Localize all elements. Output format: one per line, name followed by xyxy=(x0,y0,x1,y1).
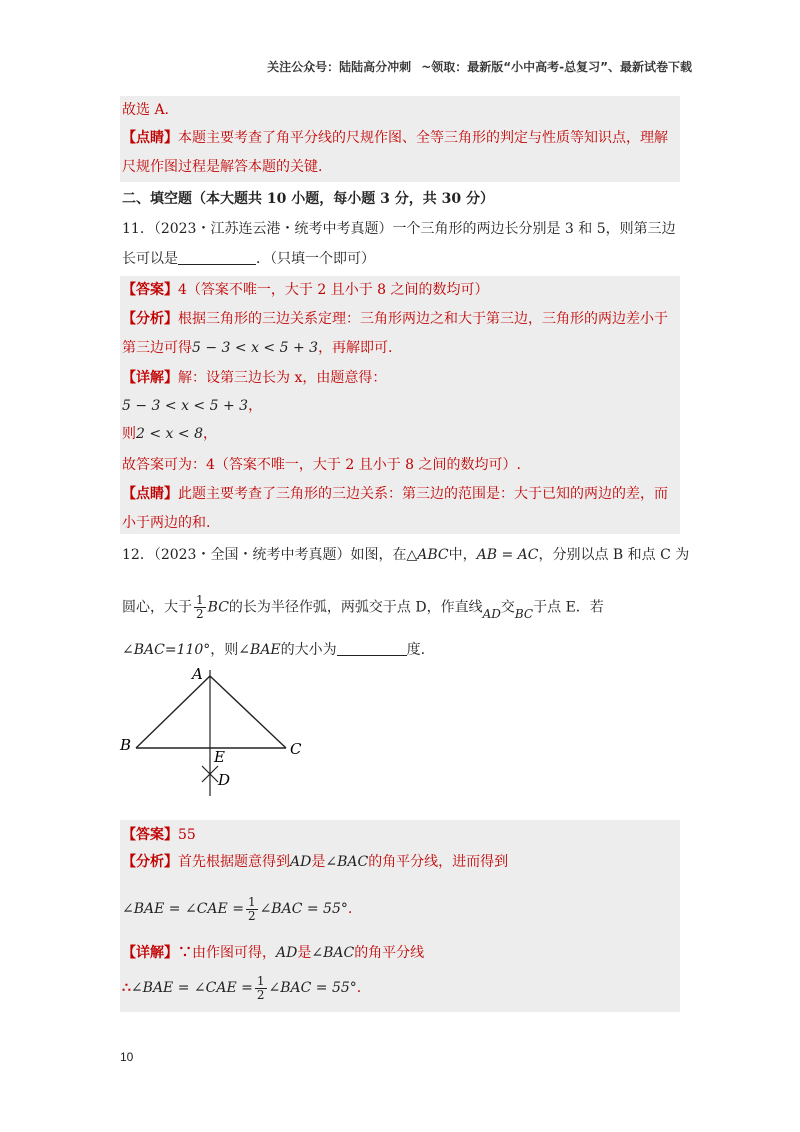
segment-ad: AD xyxy=(290,854,312,870)
point-text: 此题主要考查了三角形的三边关系：第三边的范围是：大于已知的两边的差，而 xyxy=(178,486,668,502)
answer-text: 4（答案不唯一，大于 2 且小于 8 之间的数均可） xyxy=(178,282,489,298)
q11-point-line2: 小于两边的和. xyxy=(122,515,211,531)
punct: ， xyxy=(248,398,263,414)
q12-text: 圆心，大于 xyxy=(122,599,192,616)
label-b: B xyxy=(120,736,132,754)
header-right-text: ~领取：最新版“小中高考-总复习”、最新试卷下载 xyxy=(421,60,692,74)
equation-right: ∠BAC = 55° xyxy=(259,901,348,917)
detail-tag: 【详解】 xyxy=(122,370,178,386)
q12-text: 的大小为 xyxy=(280,642,337,658)
answer-text: 55 xyxy=(178,827,196,843)
q12-text: 于点 E．若 xyxy=(533,599,604,616)
q12-answer xyxy=(122,825,196,845)
q12-text: 12．（2023・全国・统考中考真题）如图，在 xyxy=(122,547,407,563)
detail-tag: 【详解】 xyxy=(122,945,178,961)
q11-stem-text: 长可以是 xyxy=(122,251,178,267)
segment-ad: AD xyxy=(482,606,501,621)
angle-bac: ∠BAC=110° xyxy=(122,642,211,658)
q12-stem-line2 xyxy=(122,594,604,621)
q11-detail-line2 xyxy=(122,396,262,416)
segment-bc: BC xyxy=(514,606,534,621)
angle-bac: ∠BAC xyxy=(311,945,355,961)
q11-answer-blank xyxy=(178,250,256,265)
side-ac xyxy=(210,676,286,748)
therefore-symbol: ∴ xyxy=(122,980,131,996)
equation-left: ∠BAE = ∠CAE = xyxy=(130,980,253,996)
detail-text: 则 xyxy=(122,426,136,442)
q11-answer xyxy=(122,280,489,300)
segment-ad: AD xyxy=(276,945,298,961)
page-header xyxy=(267,58,692,75)
denominator: 2 xyxy=(196,607,204,621)
point-text: 本题主要考查了角平分线的尺规作图、全等三角形的判定与性质等知识点，理解 xyxy=(178,130,668,146)
label-e: E xyxy=(214,748,225,766)
triangle-label: △ABC xyxy=(406,547,449,563)
label-d: D xyxy=(218,771,231,789)
detail-text: 的角平分线 xyxy=(354,945,425,961)
numerator: 1 xyxy=(247,894,256,909)
detail-text: 解：设第三边长为 x，由题意得： xyxy=(178,370,387,386)
answer-tag: 【答案】 xyxy=(122,827,178,843)
q12-detail xyxy=(122,943,424,963)
numerator: 1 xyxy=(256,973,265,988)
prev-point-line2: 尺规作图过程是解答本题的关键. xyxy=(122,159,323,175)
section-title: 二、填空题（本大题共 10 小题，每小题 3 分，共 30 分） xyxy=(122,191,494,207)
point-tag: 【点睛】 xyxy=(122,486,178,502)
angle-bae: ∠BAE xyxy=(238,642,281,658)
q11-analysis-line2 xyxy=(122,338,393,358)
q12-text: 的长为半径作弧，两弧交于点 D，作直线 xyxy=(228,599,483,616)
analysis-text: 首先根据题意得到 xyxy=(178,854,290,870)
fraction-half xyxy=(194,594,206,621)
label-a: A xyxy=(192,665,203,683)
q11-stem-line1: 11．（2023・江苏连云港・统考中考真题）一个三角形的两边长分别是 3 和 5，则第三边 xyxy=(122,221,676,237)
q12-equation-2 xyxy=(122,973,361,1003)
q11-point-line1 xyxy=(122,484,668,504)
q11-stem-tail: ．（只填一个即可） xyxy=(256,251,375,267)
segment-bc: BC xyxy=(207,599,229,616)
punct: . xyxy=(356,980,362,996)
equation-left: ∠BAE = ∠CAE = xyxy=(122,901,244,917)
q12-text: ，则 xyxy=(210,642,239,658)
equation: AB = AC xyxy=(476,547,539,563)
q11-analysis-line1 xyxy=(122,309,668,329)
side-ab xyxy=(136,676,210,748)
q12-text: 中， xyxy=(448,547,477,563)
q12-stem-line1 xyxy=(122,545,689,565)
inequality: 5 − 3 < x < 5 + 3 xyxy=(192,340,319,356)
analysis-text: 根据三角形的三边关系定理：三角形两边之和大于第三边，三角形的两边差小于 xyxy=(178,311,668,327)
q12-analysis xyxy=(122,852,508,872)
detail-text: 由作图可得， xyxy=(192,945,276,961)
label-c: C xyxy=(290,740,302,758)
analysis-text: 的角平分线，进而得到 xyxy=(368,854,509,870)
q12-text: 度. xyxy=(406,642,426,658)
q12-text: 交 xyxy=(500,599,515,616)
denominator: 2 xyxy=(256,987,265,1002)
q12-equation-1 xyxy=(122,894,352,924)
answer-tag: 【答案】 xyxy=(122,282,178,298)
prev-conclusion: 故选 A. xyxy=(122,102,170,118)
equation-right: ∠BAC = 55° xyxy=(268,980,357,996)
inequality: 5 − 3 < x < 5 + 3 xyxy=(122,398,249,414)
numerator: 1 xyxy=(196,593,204,607)
analysis-text: 是 xyxy=(311,854,326,870)
q11-detail-line3 xyxy=(122,424,217,444)
because-symbol: ∵ xyxy=(178,945,192,961)
denominator: 2 xyxy=(247,908,256,923)
fraction-half xyxy=(255,975,267,1002)
point-tag: 【点睛】 xyxy=(122,130,178,146)
analysis-tag: 【分析】 xyxy=(122,311,178,327)
prev-point-line1 xyxy=(122,128,668,148)
header-left-text: 关注公众号：陆陆高分冲刺 xyxy=(267,60,412,74)
q12-text: ，分别以点 B 和点 C 为 xyxy=(538,547,690,563)
punct: . xyxy=(347,901,353,917)
q12-answer-blank xyxy=(337,641,407,656)
q11-detail-final: 故答案可为：4（答案不唯一，大于 2 且小于 8 之间的数均可）. xyxy=(122,457,521,473)
q11-stem-line2 xyxy=(122,249,375,269)
page-number: 10 xyxy=(120,1050,134,1064)
punct: ， xyxy=(202,426,217,442)
analysis-text: ，再解即可. xyxy=(318,340,393,356)
analysis-text: 第三边可得 xyxy=(122,340,192,356)
fraction-half xyxy=(246,896,258,923)
analysis-tag: 【分析】 xyxy=(122,854,178,870)
q12-stem-line3 xyxy=(122,640,425,660)
q11-detail-line1 xyxy=(122,368,386,388)
angle-bac: ∠BAC xyxy=(325,854,369,870)
triangle-figure xyxy=(110,662,310,802)
detail-text: 是 xyxy=(297,945,312,961)
inequality: 2 < x < 8 xyxy=(136,426,203,442)
